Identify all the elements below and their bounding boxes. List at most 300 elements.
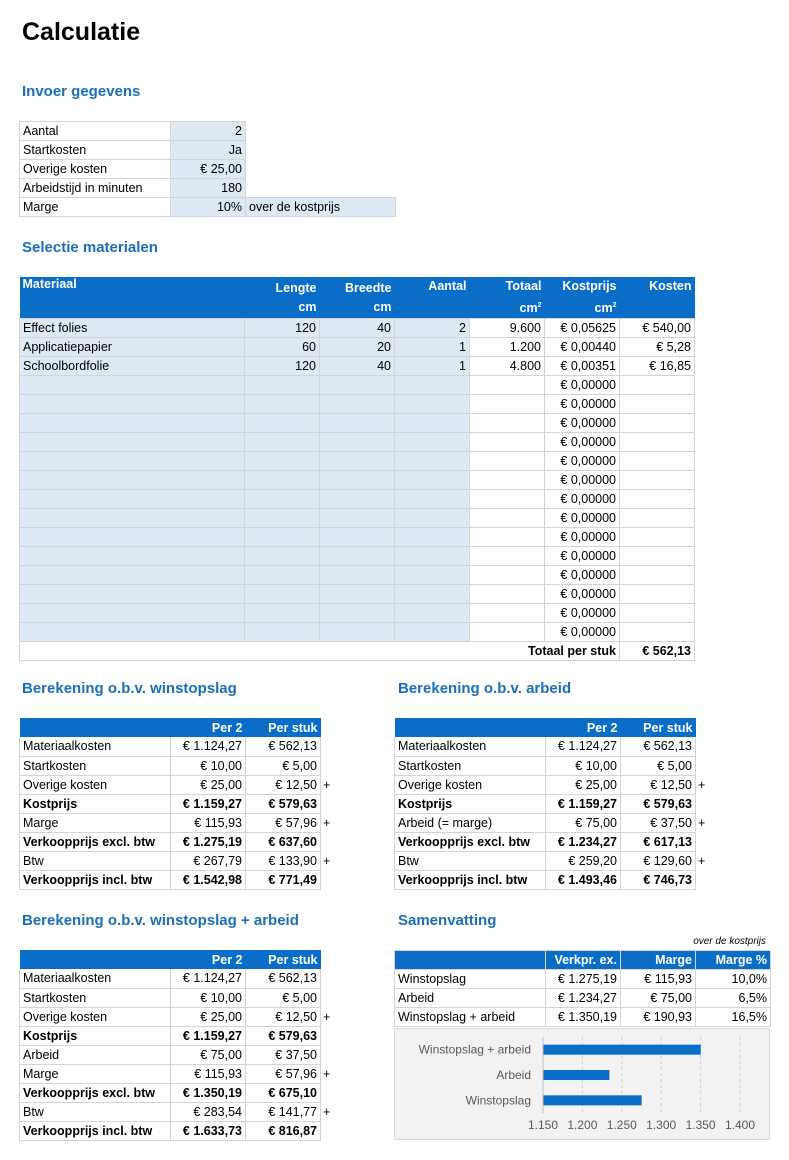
invoer-value-field[interactable]: 10%	[171, 198, 246, 217]
calc-plus-sign	[696, 737, 710, 756]
calc-value-per-2: € 259,20	[546, 851, 621, 870]
materiaal-cell-kosten	[620, 604, 695, 623]
calc-value-per-2: € 1.159,27	[171, 794, 246, 813]
materiaal-cell-materiaal[interactable]	[20, 414, 245, 433]
materiaal-cell-kostprijs: € 0,00000	[545, 452, 620, 471]
materiaal-cell-aantal[interactable]	[395, 376, 470, 395]
materiaal-cell-breedte[interactable]: 20	[320, 338, 395, 357]
materiaal-cell-breedte[interactable]	[320, 433, 395, 452]
chart-category-label: Arbeid	[496, 1068, 531, 1082]
col-per-2: Per 2	[171, 950, 246, 969]
sam-marge: € 75,00	[621, 989, 696, 1008]
materiaal-cell-lengte[interactable]	[245, 528, 320, 547]
sam-marge: € 115,93	[621, 970, 696, 989]
calc-value-per-stuk: € 37,50	[621, 813, 696, 832]
materiaal-cell-totaal	[470, 490, 545, 509]
invoer-value-field[interactable]: 180	[171, 179, 246, 198]
materiaal-cell-totaal	[470, 547, 545, 566]
calc-label: Verkoopprijs incl. btw	[395, 870, 546, 889]
arbeid-row	[395, 851, 710, 870]
materiaal-cell-totaal: 4.800	[470, 357, 545, 376]
materiaal-cell-totaal	[470, 452, 545, 471]
calc-label: Marge	[20, 813, 171, 832]
col-sam-marge: Marge	[621, 951, 696, 970]
materiaal-cell-breedte[interactable]	[320, 452, 395, 471]
calc-value-per-stuk: € 5,00	[621, 756, 696, 775]
summary-bar-chart	[395, 1029, 769, 1139]
materiaal-cell-totaal	[470, 471, 545, 490]
materiaal-cell-lengte[interactable]: 120	[245, 319, 320, 338]
materiaal-cell-aantal[interactable]	[395, 414, 470, 433]
calc-plus-sign	[321, 988, 335, 1007]
materiaal-row	[20, 604, 695, 623]
calc-plus-sign	[321, 1045, 335, 1064]
calc-label: Verkoopprijs excl. btw	[20, 1083, 171, 1102]
materiaal-cell-kostprijs: € 0,00000	[545, 395, 620, 414]
calc-label: Marge	[20, 1064, 171, 1083]
winstopslag-header-row	[20, 718, 335, 737]
materiaal-cell-kostprijs: € 0,00000	[545, 604, 620, 623]
materiaal-cell-lengte[interactable]	[245, 433, 320, 452]
materiaal-cell-materiaal[interactable]	[20, 376, 245, 395]
materiaal-cell-totaal	[470, 566, 545, 585]
calc-value-per-stuk: € 637,60	[246, 832, 321, 851]
materiaal-cell-breedte[interactable]	[320, 414, 395, 433]
calc-label: Arbeid	[20, 1045, 171, 1064]
totaal-per-stuk-value: € 562,13	[620, 642, 695, 661]
materiaal-cell-breedte[interactable]: 40	[320, 357, 395, 376]
materiaal-cell-kostprijs: € 0,00000	[545, 585, 620, 604]
calc-plus-sign: +	[323, 853, 331, 868]
samenvatting-row	[395, 970, 771, 989]
winstopslag-row	[20, 832, 335, 851]
materiaal-cell-lengte[interactable]	[245, 490, 320, 509]
materiaal-cell-kosten	[620, 395, 695, 414]
chart-x-tick-label: 1.300	[646, 1118, 677, 1132]
calc-value-per-stuk: € 562,13	[246, 969, 321, 988]
calc-plus-sign	[321, 1026, 335, 1045]
materiaal-cell-totaal: 1.200	[470, 338, 545, 357]
materiaal-cell-totaal	[470, 528, 545, 547]
materiaal-cell-aantal[interactable]	[395, 433, 470, 452]
col-per-stuk: Per stuk	[246, 718, 321, 737]
materiaal-cell-kostprijs: € 0,00351	[545, 357, 620, 376]
col-breedte: Breedte cm	[320, 277, 395, 319]
calc-value-per-2: € 267,79	[171, 851, 246, 870]
materiaal-cell-kosten	[620, 509, 695, 528]
materiaal-row	[20, 528, 695, 547]
col-kosten: Kosten	[620, 277, 695, 319]
winstopslag_arbeid-row	[20, 1026, 335, 1045]
calc-label: Verkoopprijs excl. btw	[20, 832, 171, 851]
calc-label: Kostprijs	[20, 794, 171, 813]
materiaal-cell-lengte[interactable]	[245, 414, 320, 433]
page-title: Calculatie	[22, 18, 141, 46]
materiaal-cell-breedte[interactable]	[320, 509, 395, 528]
materiaal-cell-totaal	[470, 623, 545, 642]
materiaal-cell-breedte[interactable]	[320, 585, 395, 604]
sam-verkpr: € 1.234,27	[546, 989, 621, 1008]
calc-value-per-2: € 1.493,46	[546, 870, 621, 889]
calc-value-per-2: € 1.350,19	[171, 1083, 246, 1102]
invoer-label: Arbeidstijd in minuten	[20, 179, 171, 198]
winstopslag_arbeid-header-row	[20, 950, 335, 969]
calc-value-per-stuk: € 5,00	[246, 988, 321, 1007]
sam-marge-pct: 16,5%	[696, 1008, 771, 1027]
materiaal-cell-lengte[interactable]	[245, 376, 320, 395]
winstopslag-row	[20, 813, 335, 832]
sam-label: Winstopslag + arbeid	[395, 1008, 546, 1027]
calc-value-per-2: € 10,00	[171, 756, 246, 775]
winstopslag_arbeid-row	[20, 1102, 335, 1121]
calc-value-per-stuk: € 12,50	[246, 775, 321, 794]
calc-value-per-2: € 25,00	[171, 775, 246, 794]
invoer-row	[20, 198, 396, 217]
materiaal-cell-totaal	[470, 395, 545, 414]
materiaal-row	[20, 490, 695, 509]
materiaal-cell-kostprijs: € 0,00000	[545, 433, 620, 452]
materiaal-cell-kostprijs: € 0,00000	[545, 414, 620, 433]
calc-plus-sign	[321, 1083, 335, 1102]
calc-label: Startkosten	[395, 756, 546, 775]
materiaal-cell-kosten	[620, 566, 695, 585]
materiaal-cell-breedte[interactable]: 40	[320, 319, 395, 338]
calc-plus-sign	[321, 870, 335, 889]
arbeid-heading: Berekening o.b.v. arbeid	[398, 680, 572, 697]
materiaal-cell-breedte[interactable]	[320, 566, 395, 585]
materialen-totaal-row	[20, 642, 695, 661]
materiaal-cell-aantal[interactable]	[395, 490, 470, 509]
samenvatting-heading: Samenvatting	[398, 912, 497, 929]
materiaal-cell-kosten	[620, 414, 695, 433]
calc-value-per-stuk: € 57,96	[246, 1064, 321, 1083]
chart-category-label: Winstopslag + arbeid	[418, 1042, 531, 1057]
materiaal-cell-lengte[interactable]	[245, 585, 320, 604]
calc-label: Materiaalkosten	[20, 737, 171, 756]
calc-label: Overige kosten	[395, 775, 546, 794]
materiaal-cell-materiaal[interactable]	[20, 547, 245, 566]
materiaal-cell-totaal: 9.600	[470, 319, 545, 338]
materiaal-cell-aantal[interactable]	[395, 547, 470, 566]
materiaal-cell-lengte[interactable]	[245, 566, 320, 585]
invoer-row	[20, 179, 396, 198]
invoer-value-field[interactable]: 2	[171, 122, 246, 141]
materiaal-cell-aantal[interactable]: 2	[395, 319, 470, 338]
col-lengte: Lengte cm	[245, 277, 320, 319]
calc-plus-sign: +	[323, 1066, 331, 1081]
calc-plus-sign	[321, 1121, 335, 1140]
calc-plus-sign	[321, 969, 335, 988]
materiaal-row	[20, 433, 695, 452]
chart-x-tick-label: 1.150	[527, 1118, 559, 1132]
col-per-stuk: Per stuk	[621, 718, 696, 737]
chart-x-tick-label: 1.350	[685, 1118, 716, 1132]
invoer-label: Marge	[20, 198, 171, 217]
materiaal-cell-kosten	[620, 433, 695, 452]
materiaal-cell-lengte[interactable]: 120	[245, 357, 320, 376]
winstopslag_arbeid-row	[20, 988, 335, 1007]
calc-value-per-stuk: € 562,13	[246, 737, 321, 756]
calc-plus-sign	[696, 756, 710, 775]
materiaal-cell-aantal[interactable]	[395, 452, 470, 471]
materiaal-row	[20, 338, 695, 357]
calc-value-per-stuk: € 579,63	[246, 794, 321, 813]
col-blank	[321, 950, 335, 969]
materiaal-cell-breedte[interactable]	[320, 471, 395, 490]
calc-plus-sign: +	[698, 777, 706, 792]
materiaal-cell-aantal[interactable]	[395, 604, 470, 623]
calc-label: Kostprijs	[395, 794, 546, 813]
materiaal-cell-breedte[interactable]	[320, 547, 395, 566]
winstopslag_arbeid-row	[20, 1121, 335, 1140]
materiaal-cell-lengte[interactable]	[245, 623, 320, 642]
materiaal-row	[20, 509, 695, 528]
sam-verkpr: € 1.275,19	[546, 970, 621, 989]
calc-value-per-2: € 25,00	[171, 1007, 246, 1026]
calc-plus-sign	[696, 870, 710, 889]
sam-marge-pct: 6,5%	[696, 989, 771, 1008]
winstopslag-arbeid-heading: Berekening o.b.v. winstopslag + arbeid	[22, 912, 299, 929]
calc-label: Verkoopprijs incl. btw	[20, 870, 171, 889]
materiaal-cell-kostprijs: € 0,00440	[545, 338, 620, 357]
chart-x-tick-label: 1.250	[606, 1118, 637, 1132]
materiaal-cell-kosten	[620, 585, 695, 604]
calc-label: Startkosten	[20, 756, 171, 775]
materiaal-cell-materiaal[interactable]	[20, 509, 245, 528]
materiaal-cell-materiaal[interactable]	[20, 490, 245, 509]
arbeid-row	[395, 832, 710, 851]
materiaal-cell-breedte[interactable]	[320, 528, 395, 547]
sam-marge-pct: 10,0%	[696, 970, 771, 989]
calc-plus-sign	[321, 832, 335, 851]
materiaal-row	[20, 623, 695, 642]
calc-plus-sign	[321, 756, 335, 775]
calc-value-per-2: € 1.124,27	[171, 969, 246, 988]
calc-value-per-stuk: € 746,73	[621, 870, 696, 889]
materiaal-cell-materiaal[interactable]: Effect folies	[20, 319, 245, 338]
arbeid-header-row	[395, 718, 710, 737]
materiaal-cell-aantal[interactable]	[395, 566, 470, 585]
materiaal-cell-materiaal[interactable]	[20, 604, 245, 623]
winstopslag-table	[19, 718, 335, 890]
col-per-stuk: Per stuk	[246, 950, 321, 969]
col-blank	[321, 718, 335, 737]
invoer-label: Overige kosten	[20, 160, 171, 179]
calc-value-per-stuk: € 129,60	[621, 851, 696, 870]
arbeid-row	[395, 870, 710, 889]
materiaal-cell-kostprijs: € 0,00000	[545, 471, 620, 490]
winstopslag-row	[20, 870, 335, 889]
invoer-row	[20, 141, 396, 160]
materiaal-cell-breedte[interactable]	[320, 376, 395, 395]
arbeid-row	[395, 794, 710, 813]
materiaal-cell-kostprijs: € 0,00000	[545, 547, 620, 566]
materiaal-cell-aantal[interactable]	[395, 395, 470, 414]
calc-value-per-stuk: € 617,13	[621, 832, 696, 851]
calc-label: Kostprijs	[20, 1026, 171, 1045]
col-per-2: Per 2	[546, 718, 621, 737]
totaal-per-stuk-label: Totaal per stuk	[20, 642, 620, 661]
winstopslag_arbeid-row	[20, 1007, 335, 1026]
calc-value-per-2: € 1.124,27	[546, 737, 621, 756]
materiaal-cell-kosten	[620, 376, 695, 395]
materiaal-cell-lengte[interactable]	[245, 547, 320, 566]
materiaal-cell-materiaal[interactable]	[20, 566, 245, 585]
materiaal-cell-materiaal[interactable]	[20, 452, 245, 471]
winstopslag_arbeid-row	[20, 1045, 335, 1064]
materiaal-cell-kostprijs: € 0,05625	[545, 319, 620, 338]
calc-value-per-stuk: € 141,77	[246, 1102, 321, 1121]
col-totaal: Totaal $cm^2$	[470, 277, 545, 319]
materiaal-cell-totaal	[470, 604, 545, 623]
chart-bar	[543, 1095, 642, 1105]
materiaal-cell-kosten	[620, 490, 695, 509]
calc-value-per-stuk: € 816,87	[246, 1121, 321, 1140]
materialen-header-row	[20, 277, 695, 319]
materiaal-cell-kostprijs: € 0,00000	[545, 490, 620, 509]
calc-value-per-2: € 75,00	[171, 1045, 246, 1064]
materiaal-cell-lengte[interactable]	[245, 452, 320, 471]
materiaal-row	[20, 566, 695, 585]
calc-value-per-stuk: € 37,50	[246, 1045, 321, 1064]
materiaal-cell-kosten	[620, 547, 695, 566]
calc-value-per-2: € 1.234,27	[546, 832, 621, 851]
materiaal-cell-materiaal[interactable]: Applicatiepapier	[20, 338, 245, 357]
calc-plus-sign	[696, 832, 710, 851]
materiaal-cell-materiaal[interactable]: Schoolbordfolie	[20, 357, 245, 376]
sam-label: Winstopslag	[395, 970, 546, 989]
materiaal-cell-aantal[interactable]: 1	[395, 338, 470, 357]
winstopslag-arbeid-table	[19, 950, 335, 1141]
materiaal-cell-breedte[interactable]	[320, 395, 395, 414]
materiaal-cell-aantal[interactable]: 1	[395, 357, 470, 376]
materiaal-cell-kostprijs: € 0,00000	[545, 566, 620, 585]
materiaal-cell-kosten: € 540,00	[620, 319, 695, 338]
materiaal-cell-lengte[interactable]	[245, 471, 320, 490]
materiaal-row	[20, 395, 695, 414]
materiaal-cell-materiaal[interactable]	[20, 395, 245, 414]
materiaal-cell-materiaal[interactable]	[20, 623, 245, 642]
col-sam-label	[395, 951, 546, 970]
materiaal-cell-materiaal[interactable]	[20, 471, 245, 490]
calc-value-per-2: € 1.542,98	[171, 870, 246, 889]
invoer-row	[20, 122, 396, 141]
materiaal-cell-breedte[interactable]	[320, 604, 395, 623]
col-materiaal: Materiaal	[20, 277, 245, 319]
calc-value-per-2: € 1.124,27	[171, 737, 246, 756]
materiaal-cell-materiaal[interactable]	[20, 585, 245, 604]
calc-label: Startkosten	[20, 988, 171, 1007]
materiaal-cell-breedte[interactable]	[320, 490, 395, 509]
calc-value-per-stuk: € 579,63	[246, 1026, 321, 1045]
invoer-value-field[interactable]: € 25,00	[171, 160, 246, 179]
calc-label: Materiaalkosten	[395, 737, 546, 756]
calc-label: Btw	[20, 1102, 171, 1121]
materiaal-cell-materiaal[interactable]	[20, 433, 245, 452]
col-per-2: Per 2	[171, 718, 246, 737]
materiaal-cell-kostprijs: € 0,00000	[545, 528, 620, 547]
chart-x-tick-label: 1.400	[724, 1118, 756, 1132]
winstopslag-row	[20, 775, 335, 794]
samenvatting-row	[395, 1008, 771, 1027]
materiaal-cell-aantal[interactable]	[395, 509, 470, 528]
invoer-value-field[interactable]: Ja	[171, 141, 246, 160]
calc-label: Btw	[395, 851, 546, 870]
summary-chart	[394, 1028, 770, 1140]
invoer-label: Startkosten	[20, 141, 171, 160]
arbeid-row	[395, 756, 710, 775]
col-sam-marge-pct: Marge %	[696, 951, 771, 970]
calc-label: Materiaalkosten	[20, 969, 171, 988]
materiaal-cell-aantal[interactable]	[395, 528, 470, 547]
calc-plus-sign: +	[323, 815, 331, 830]
calc-value-per-stuk: € 771,49	[246, 870, 321, 889]
samenvatting-header-row	[395, 951, 771, 970]
materiaal-cell-totaal	[470, 433, 545, 452]
sam-marge: € 190,93	[621, 1008, 696, 1027]
materiaal-cell-kostprijs: € 0,00000	[545, 376, 620, 395]
calc-label: Btw	[20, 851, 171, 870]
materiaal-cell-lengte[interactable]	[245, 509, 320, 528]
materiaal-cell-kosten: € 16,85	[620, 357, 695, 376]
calc-value-per-stuk: € 5,00	[246, 756, 321, 775]
materiaal-cell-kosten	[620, 528, 695, 547]
materiaal-cell-kosten	[620, 452, 695, 471]
materiaal-cell-lengte[interactable]: 60	[245, 338, 320, 357]
arbeid-row	[395, 813, 710, 832]
col-blank	[696, 718, 710, 737]
materiaal-cell-totaal	[470, 509, 545, 528]
calc-value-per-2: € 115,93	[171, 1064, 246, 1083]
arbeid-row	[395, 775, 710, 794]
materiaal-cell-aantal[interactable]	[395, 585, 470, 604]
calc-plus-sign: +	[323, 777, 331, 792]
materialen-heading: Selectie materialen	[22, 239, 158, 256]
materiaal-cell-aantal[interactable]	[395, 623, 470, 642]
col-label	[20, 718, 171, 737]
calc-label: Verkoopprijs excl. btw	[395, 832, 546, 851]
calc-value-per-stuk: € 57,96	[246, 813, 321, 832]
winstopslag-heading: Berekening o.b.v. winstopslag	[22, 680, 237, 697]
invoer-label: Aantal	[20, 122, 171, 141]
materiaal-cell-materiaal[interactable]	[20, 528, 245, 547]
calc-value-per-2: € 1.633,73	[171, 1121, 246, 1140]
chart-bar	[543, 1070, 609, 1080]
calc-label: Verkoopprijs incl. btw	[20, 1121, 171, 1140]
arbeid-table	[394, 718, 710, 890]
arbeid-row	[395, 737, 710, 756]
materiaal-cell-breedte[interactable]	[320, 623, 395, 642]
calc-value-per-2: € 283,54	[171, 1102, 246, 1121]
calc-value-per-stuk: € 675,10	[246, 1083, 321, 1102]
materiaal-cell-aantal[interactable]	[395, 471, 470, 490]
calc-plus-sign: +	[323, 1009, 331, 1024]
calc-plus-sign: +	[698, 815, 706, 830]
calc-label: Arbeid (= marge)	[395, 813, 546, 832]
samenvatting-row	[395, 989, 771, 1008]
winstopslag_arbeid-row	[20, 1064, 335, 1083]
sam-verkpr: € 1.350,19	[546, 1008, 621, 1027]
materiaal-row	[20, 319, 695, 338]
invoer-heading: Invoer gegevens	[22, 83, 141, 100]
materiaal-cell-lengte[interactable]	[245, 395, 320, 414]
materiaal-row	[20, 414, 695, 433]
calc-value-per-stuk: € 579,63	[621, 794, 696, 813]
materiaal-cell-lengte[interactable]	[245, 604, 320, 623]
calc-value-per-2: € 1.275,19	[171, 832, 246, 851]
calc-value-per-2: € 1.159,27	[546, 794, 621, 813]
chart-category-label: Winstopslag	[465, 1093, 531, 1108]
